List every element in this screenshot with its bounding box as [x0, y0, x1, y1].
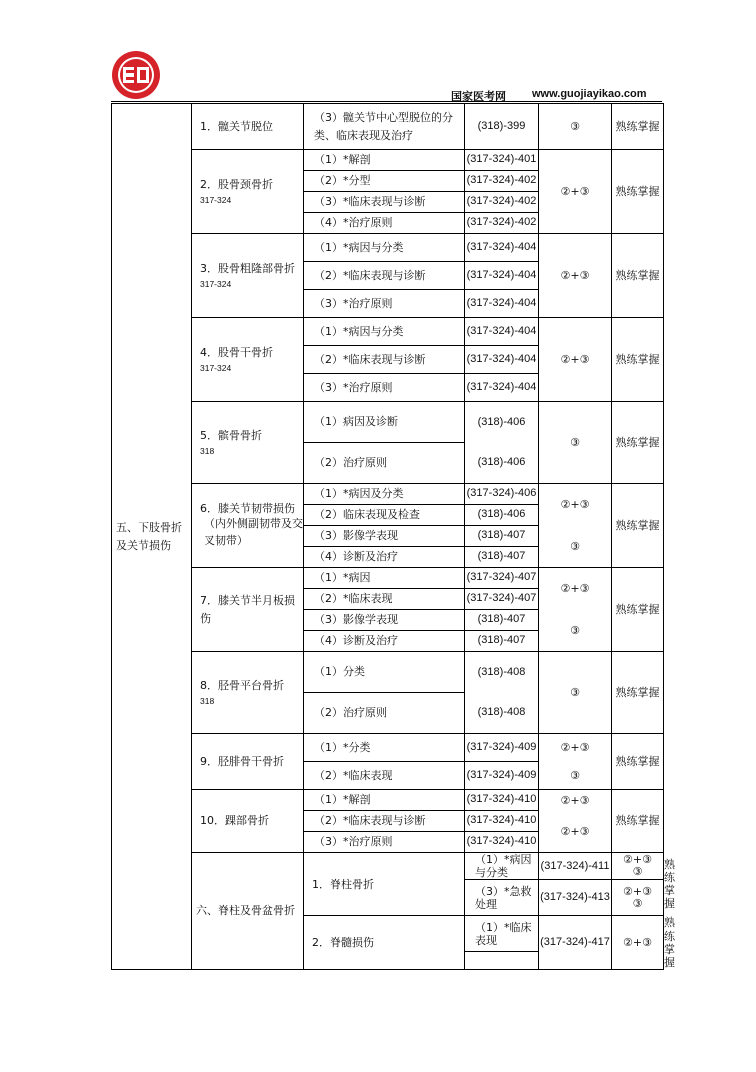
ref-cell: (317-324)-404	[465, 234, 539, 262]
level-cell: ③	[539, 610, 612, 652]
content-cell: （3）髋关节中心型脱位的分类、临床表现及治疗	[304, 104, 465, 150]
requirement-cell: 熟练掌握	[612, 402, 664, 484]
ref-cell: (317-324)-410	[465, 832, 539, 853]
content-cell: （2）*临床表现	[304, 762, 465, 790]
item-name: 2．脊髓损伤	[304, 916, 465, 970]
level-cell: ②+③	[539, 811, 612, 853]
ref-cell: (317-324)-407	[465, 568, 539, 589]
item-name: 2．股骨颈骨折 317-324	[192, 150, 304, 234]
content-cell: （2）临床表现及检查	[304, 505, 465, 526]
header-divider	[111, 101, 662, 102]
level-cell: ②+③	[539, 790, 612, 811]
content-cell: （3）*临床表现与诊断	[304, 192, 465, 213]
logo	[111, 50, 161, 100]
region-lower-limb: 五、下肢骨折及关节损伤	[112, 104, 192, 970]
level-cell: ②+③ ③	[612, 880, 664, 916]
item-name: 8．胫骨平台骨折 318	[192, 652, 304, 734]
content-cell: （2）*临床表现与诊断	[304, 811, 465, 832]
ref-cell: (317-324)-409	[465, 762, 539, 790]
content-cell: （2）*临床表现	[304, 589, 465, 610]
content-cell: （2）治疗原则	[304, 693, 465, 734]
content-cell: （1）*病因与分类	[304, 234, 465, 262]
content-cell: （3）影像学表现	[304, 610, 465, 631]
item-name: 10．踝部骨折	[192, 790, 304, 853]
item-name: 7．膝关节半月板损伤	[192, 568, 304, 652]
ref-cell: (317-324)-404	[465, 290, 539, 318]
ref-cell: (317-324)-402	[465, 171, 539, 192]
content-cell: （3）*治疗原则	[304, 290, 465, 318]
ref-cell: (317-324)-407	[465, 589, 539, 610]
site-name: 国家医考网	[451, 90, 506, 103]
level-cell: ②+③	[539, 150, 612, 234]
ref-cell: (317-324)-402	[465, 192, 539, 213]
item-name: 9．胫腓骨干骨折	[192, 734, 304, 790]
content-cell: （1）*病因及分类	[304, 484, 465, 505]
content-cell: （1）*解剖	[304, 790, 465, 811]
ref-cell: (318)-407	[465, 526, 539, 547]
ref-cell: (317-324)-406	[465, 484, 539, 505]
ref-cell: (318)-399	[465, 104, 539, 150]
level-cell: ②+③	[612, 916, 664, 970]
requirement-cell: 熟练掌握	[612, 652, 664, 734]
requirement-cell: 熟练掌握	[612, 484, 664, 568]
ref-cell: (318)-406	[465, 443, 539, 484]
content-cell: （2）*分型	[304, 171, 465, 192]
requirement-cell: 熟练掌握	[612, 150, 664, 234]
ref-cell: (317-324)-409	[465, 734, 539, 762]
level-cell: ②+③	[539, 318, 612, 402]
ref-cell: (317-324)-404	[465, 318, 539, 346]
level-cell: ③	[539, 104, 612, 150]
ref-cell: (318)-408	[465, 652, 539, 693]
ref-cell: (317-324)-413	[539, 880, 612, 916]
ref-cell: (317-324)-401	[465, 150, 539, 171]
content-cell: （2）*临床表现与诊断	[304, 346, 465, 374]
ref-cell: (317-324)-404	[465, 262, 539, 290]
level-cell: ③	[539, 762, 612, 790]
requirement-cell: 熟练掌握	[612, 568, 664, 652]
ref-cell: (318)-408	[465, 693, 539, 734]
site-url[interactable]: www.guojiayikao.com	[532, 88, 647, 100]
level-cell: ②+③	[539, 234, 612, 318]
content-cell: （2）*临床表现与诊断	[304, 262, 465, 290]
level-cell: ③	[539, 652, 612, 734]
content-cell: （1）分类	[304, 652, 465, 693]
ref-cell: (317-324)-410	[465, 811, 539, 832]
ref-cell: (317-324)-411	[539, 853, 612, 880]
ref-cell: (317-324)-410	[465, 790, 539, 811]
item-name: 1．脊柱骨折	[304, 853, 465, 916]
level-cell: ②+③	[539, 568, 612, 610]
content-cell: （1）病因及诊断	[304, 402, 465, 443]
content-cell: （1）*解剖	[304, 150, 465, 171]
content-cell: （1）*病因与分类	[465, 853, 539, 880]
requirement-cell: 熟练掌握	[612, 734, 664, 790]
content-cell: （1）*病因与分类	[304, 318, 465, 346]
region-spine-pelvis: 六、脊柱及骨盆骨折	[192, 853, 304, 970]
content-cell: （4）*治疗原则	[304, 213, 465, 234]
content-cell: （1）*临床表现	[465, 916, 539, 952]
ref-cell: (318)-407	[465, 631, 539, 652]
syllabus-table: 五、下肢骨折及关节损伤 1．髋关节脱位 （3）髋关节中心型脱位的分类、临床表现及治疗 (318)-399 ③ 熟练掌握 2．股骨颈骨折 317-324 （1）*解剖 (317-324)-401 ②+③ 熟练掌握 （2）*分型 (317-324)-402 （3）*临床表现与诊断 (317-324)-402 （4）*治疗原则 (317-324)-402 3．股骨粗隆部骨折 317-324 （1）*病因与分类 (317-324)-404 ②+③ 熟练掌握 （2）*临床表现与诊断 (317-324)-404 （3）*治疗原则 (317-324)-404 4．股骨干骨折 317-324 （1）*病因与分类 (317-324)-404 ②+③ 熟练掌握 （2）*临床表现与诊断 (317-324)-404 （3）*治疗原则 (317-324)-404 5．髌骨骨折 318 （1）病因及诊断 (318)-406 ③ 熟练掌握 （2）治疗原则 (318)-406 6．膝关节韧带损伤 （内外侧副韧带及交叉韧带） （1）*病因及分类 (317-324)-406 ②+③ 熟练掌握 （2）临床表现及检查 (318)-406 （3）影像学表现 (318)-407 ③ （4）诊断及治疗 (318)-407 7．膝关节半月板损伤 （1）*病因 (317-324)-407 ②+③ 熟练掌握 （2）*临床表现 (317-324)-407 （3）影像学表现 (318)-407 ③ （4）诊断及治疗 (318)-407 8．胫骨平台骨折 318 （1）分类 (318)-408 ③ 熟练掌握 （2）治疗原则 (318)-408 9．胫腓骨干骨折 （1）*分类 (317-324)-409 ②+③ 熟练掌握 （2）*临床表现 (317-324)-409 ③ 10．踝部骨折 （1）*解剖 (317-324)-410 ②+③ 熟练掌握 （2）*临床表现与诊断 (317-324)-410 ②+③ （3）*治疗原则 (317-324)-410 六、脊柱及骨盆骨折 1．脊柱骨折 （1）*病因与分类 (317-324)-411 ②+③ ③ 熟练掌握 （3）*急救处理 (317-324)-413 ②+③ ③ 2．脊髓损伤 （1）*临床表现 (317-324)-417 ②+③ 熟练掌握	[111, 103, 664, 970]
ref-cell: (317-324)-417	[539, 916, 612, 970]
content-cell: （3）*治疗原则	[304, 832, 465, 853]
level-cell: ②+③	[539, 734, 612, 762]
requirement-cell: 熟练掌握	[612, 234, 664, 318]
content-cell: （4）诊断及治疗	[304, 631, 465, 652]
item-name: 4．股骨干骨折 317-324	[192, 318, 304, 402]
content-cell	[465, 952, 539, 970]
level-cell: ②+③ ③	[612, 853, 664, 880]
item-name: 1．髋关节脱位	[192, 104, 304, 150]
requirement-cell: 熟练掌握	[612, 318, 664, 402]
item-name: 5．髌骨骨折 318	[192, 402, 304, 484]
item-name: 6．膝关节韧带损伤 （内外侧副韧带及交叉韧带）	[192, 484, 304, 568]
content-cell: （1）*分类	[304, 734, 465, 762]
ref-cell: (318)-406	[465, 402, 539, 443]
ref-cell: (318)-407	[465, 547, 539, 568]
item-name: 3．股骨粗隆部骨折 317-324	[192, 234, 304, 318]
level-cell: ③	[539, 402, 612, 484]
content-cell: （4）诊断及治疗	[304, 547, 465, 568]
content-cell: （3）*治疗原则	[304, 374, 465, 402]
ref-cell: (317-324)-402	[465, 213, 539, 234]
ref-cell: (317-324)-404	[465, 374, 539, 402]
ref-cell: (318)-406	[465, 505, 539, 526]
ref-cell: (318)-407	[465, 610, 539, 631]
content-cell: （1）*病因	[304, 568, 465, 589]
level-cell: ③	[539, 526, 612, 568]
requirement-cell: 熟练掌握	[612, 104, 664, 150]
content-cell: （3）影像学表现	[304, 526, 465, 547]
level-cell: ②+③	[539, 484, 612, 526]
requirement-cell: 熟练掌握	[612, 790, 664, 853]
content-cell: （3）*急救处理	[465, 880, 539, 916]
ref-cell: (317-324)-404	[465, 346, 539, 374]
content-cell: （2）治疗原则	[304, 443, 465, 484]
